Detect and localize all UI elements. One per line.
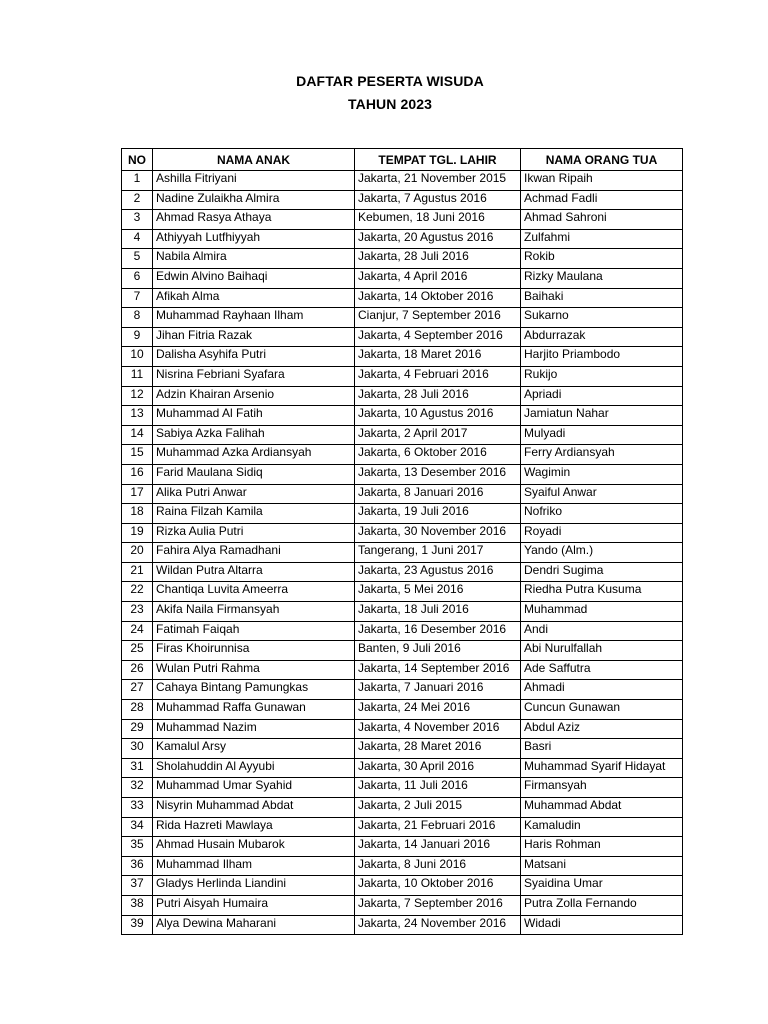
cell-no: 35 [122, 837, 153, 857]
cell-no: 12 [122, 386, 153, 406]
cell-no: 24 [122, 621, 153, 641]
document-subtitle: TAHUN 2023 [348, 96, 432, 112]
cell-no: 29 [122, 719, 153, 739]
table-row [122, 171, 683, 191]
cell-no: 13 [122, 406, 153, 426]
cell-no: 11 [122, 366, 153, 386]
table-row [122, 660, 683, 680]
table-row [122, 915, 683, 935]
cell-no: 32 [122, 778, 153, 798]
table-row [122, 758, 683, 778]
cell-nama-orang-tua: Ikwan Ripaih [521, 171, 683, 191]
cell-tempat-tgl-lahir: Jakarta, 14 September 2016 [355, 660, 521, 680]
table-row [122, 425, 683, 445]
cell-nama-anak: Alika Putri Anwar [153, 484, 355, 504]
cell-nama-orang-tua: Yando (Alm.) [521, 543, 683, 563]
cell-no: 30 [122, 739, 153, 759]
cell-no: 2 [122, 190, 153, 210]
table-row [122, 327, 683, 347]
cell-nama-anak: Nisyrin Muhammad Abdat [153, 798, 355, 818]
cell-no: 21 [122, 562, 153, 582]
table-row [122, 308, 683, 328]
cell-no: 26 [122, 660, 153, 680]
table-row [122, 817, 683, 837]
cell-nama-orang-tua: Apriadi [521, 386, 683, 406]
cell-nama-anak: Muhammad Raffa Gunawan [153, 700, 355, 720]
cell-nama-anak: Dalisha Asyhifa Putri [153, 347, 355, 367]
cell-tempat-tgl-lahir: Jakarta, 7 Januari 2016 [355, 680, 521, 700]
table-row [122, 210, 683, 230]
table-row [122, 288, 683, 308]
table-row [122, 582, 683, 602]
table-row [122, 876, 683, 896]
cell-no: 10 [122, 347, 153, 367]
cell-nama-orang-tua: Syaidina Umar [521, 876, 683, 896]
cell-nama-orang-tua: Nofriko [521, 504, 683, 524]
document-header [0, 70, 768, 116]
cell-nama-anak: Muhammad Azka Ardiansyah [153, 445, 355, 465]
cell-tempat-tgl-lahir: Jakarta, 30 November 2016 [355, 523, 521, 543]
table-body [122, 171, 683, 935]
cell-tempat-tgl-lahir: Banten, 9 Juli 2016 [355, 641, 521, 661]
cell-nama-anak: Muhammad Ilham [153, 856, 355, 876]
table-row [122, 700, 683, 720]
table-row [122, 190, 683, 210]
cell-nama-anak: Wildan Putra Altarra [153, 562, 355, 582]
cell-tempat-tgl-lahir: Jakarta, 28 Juli 2016 [355, 386, 521, 406]
cell-no: 16 [122, 464, 153, 484]
table-row [122, 523, 683, 543]
cell-no: 23 [122, 602, 153, 622]
cell-nama-anak: Muhammad Nazim [153, 719, 355, 739]
cell-tempat-tgl-lahir: Jakarta, 18 Juli 2016 [355, 602, 521, 622]
table-row [122, 268, 683, 288]
cell-tempat-tgl-lahir: Jakarta, 10 Agustus 2016 [355, 406, 521, 426]
cell-nama-orang-tua: Wagimin [521, 464, 683, 484]
cell-tempat-tgl-lahir: Jakarta, 28 Maret 2016 [355, 739, 521, 759]
cell-tempat-tgl-lahir: Jakarta, 4 April 2016 [355, 268, 521, 288]
participants-table [121, 148, 683, 935]
cell-nama-anak: Akifa Naila Firmansyah [153, 602, 355, 622]
table-row [122, 641, 683, 661]
table-row [122, 798, 683, 818]
cell-tempat-tgl-lahir: Jakarta, 11 Juli 2016 [355, 778, 521, 798]
cell-no: 5 [122, 249, 153, 269]
cell-tempat-tgl-lahir: Jakarta, 4 Februari 2016 [355, 366, 521, 386]
table-row [122, 856, 683, 876]
cell-nama-orang-tua: Firmansyah [521, 778, 683, 798]
cell-nama-orang-tua: Muhammad Abdat [521, 798, 683, 818]
cell-nama-orang-tua: Haris Rohman [521, 837, 683, 857]
table-row [122, 366, 683, 386]
cell-nama-orang-tua: Syaiful Anwar [521, 484, 683, 504]
cell-tempat-tgl-lahir: Jakarta, 30 April 2016 [355, 758, 521, 778]
table-header-row [122, 149, 683, 171]
cell-nama-orang-tua: Rukijo [521, 366, 683, 386]
cell-no: 27 [122, 680, 153, 700]
cell-nama-anak: Fahira Alya Ramadhani [153, 543, 355, 563]
cell-no: 8 [122, 308, 153, 328]
cell-nama-orang-tua: Andi [521, 621, 683, 641]
cell-nama-orang-tua: Ahmad Sahroni [521, 210, 683, 230]
table-row [122, 464, 683, 484]
cell-nama-orang-tua: Riedha Putra Kusuma [521, 582, 683, 602]
cell-nama-anak: Chantiqa Luvita Ameerra [153, 582, 355, 602]
cell-nama-anak: Kamalul Arsy [153, 739, 355, 759]
cell-nama-orang-tua: Kamaludin [521, 817, 683, 837]
cell-tempat-tgl-lahir: Jakarta, 21 November 2015 [355, 171, 521, 191]
cell-tempat-tgl-lahir: Jakarta, 2 April 2017 [355, 425, 521, 445]
cell-nama-anak: Adzin Khairan Arsenio [153, 386, 355, 406]
cell-tempat-tgl-lahir: Jakarta, 4 September 2016 [355, 327, 521, 347]
cell-no: 19 [122, 523, 153, 543]
cell-tempat-tgl-lahir: Cianjur, 7 September 2016 [355, 308, 521, 328]
cell-nama-orang-tua: Mulyadi [521, 425, 683, 445]
cell-tempat-tgl-lahir: Jakarta, 18 Maret 2016 [355, 347, 521, 367]
cell-tempat-tgl-lahir: Tangerang, 1 Juni 2017 [355, 543, 521, 563]
cell-no: 20 [122, 543, 153, 563]
table-row [122, 621, 683, 641]
cell-nama-anak: Afikah Alma [153, 288, 355, 308]
cell-tempat-tgl-lahir: Jakarta, 8 Juni 2016 [355, 856, 521, 876]
cell-nama-anak: Fatimah Faiqah [153, 621, 355, 641]
cell-tempat-tgl-lahir: Jakarta, 23 Agustus 2016 [355, 562, 521, 582]
cell-tempat-tgl-lahir: Jakarta, 14 Oktober 2016 [355, 288, 521, 308]
cell-tempat-tgl-lahir: Jakarta, 28 Juli 2016 [355, 249, 521, 269]
cell-nama-orang-tua: Jamiatun Nahar [521, 406, 683, 426]
cell-nama-anak: Muhammad Al Fatih [153, 406, 355, 426]
cell-nama-orang-tua: Muhammad Syarif Hidayat [521, 758, 683, 778]
cell-nama-orang-tua: Rizky Maulana [521, 268, 683, 288]
cell-no: 28 [122, 700, 153, 720]
cell-tempat-tgl-lahir: Jakarta, 24 November 2016 [355, 915, 521, 935]
cell-nama-orang-tua: Sukarno [521, 308, 683, 328]
table-row [122, 543, 683, 563]
cell-nama-anak: Rizka Aulia Putri [153, 523, 355, 543]
cell-nama-anak: Sholahuddin Al Ayyubi [153, 758, 355, 778]
table-row [122, 504, 683, 524]
cell-no: 14 [122, 425, 153, 445]
cell-no: 39 [122, 915, 153, 935]
cell-tempat-tgl-lahir: Kebumen, 18 Juni 2016 [355, 210, 521, 230]
table-row [122, 602, 683, 622]
cell-nama-anak: Raina Filzah Kamila [153, 504, 355, 524]
cell-no: 33 [122, 798, 153, 818]
cell-nama-anak: Rida Hazreti Mawlaya [153, 817, 355, 837]
cell-nama-orang-tua: Ade Saffutra [521, 660, 683, 680]
cell-nama-anak: Cahaya Bintang Pamungkas [153, 680, 355, 700]
cell-no: 15 [122, 445, 153, 465]
cell-tempat-tgl-lahir: Jakarta, 2 Juli 2015 [355, 798, 521, 818]
cell-nama-orang-tua: Widadi [521, 915, 683, 935]
cell-nama-anak: Ahmad Rasya Athaya [153, 210, 355, 230]
cell-no: 18 [122, 504, 153, 524]
cell-nama-anak: Jihan Fitria Razak [153, 327, 355, 347]
table-row [122, 229, 683, 249]
cell-no: 34 [122, 817, 153, 837]
cell-nama-orang-tua: Muhammad [521, 602, 683, 622]
cell-nama-anak: Putri Aisyah Humaira [153, 895, 355, 915]
cell-tempat-tgl-lahir: Jakarta, 7 September 2016 [355, 895, 521, 915]
cell-tempat-tgl-lahir: Jakarta, 20 Agustus 2016 [355, 229, 521, 249]
cell-no: 31 [122, 758, 153, 778]
cell-no: 37 [122, 876, 153, 896]
table-row [122, 680, 683, 700]
cell-nama-orang-tua: Achmad Fadli [521, 190, 683, 210]
cell-nama-anak: Muhammad Umar Syahid [153, 778, 355, 798]
cell-nama-anak: Edwin Alvino Baihaqi [153, 268, 355, 288]
column-header-nama-anak: NAMA ANAK [153, 149, 355, 171]
cell-nama-anak: Nabila Almira [153, 249, 355, 269]
cell-nama-orang-tua: Cuncun Gunawan [521, 700, 683, 720]
cell-no: 3 [122, 210, 153, 230]
cell-nama-anak: Nisrina Febriani Syafara [153, 366, 355, 386]
cell-nama-anak: Ahmad Husain Mubarok [153, 837, 355, 857]
cell-nama-anak: Sabiya Azka Falihah [153, 425, 355, 445]
table-row [122, 562, 683, 582]
cell-nama-anak: Athiyyah Lutfhiyyah [153, 229, 355, 249]
cell-nama-anak: Firas Khoirunnisa [153, 641, 355, 661]
cell-no: 7 [122, 288, 153, 308]
cell-nama-anak: Muhammad Rayhaan Ilham [153, 308, 355, 328]
table-row [122, 249, 683, 269]
cell-tempat-tgl-lahir: Jakarta, 13 Desember 2016 [355, 464, 521, 484]
cell-nama-orang-tua: Abdurrazak [521, 327, 683, 347]
cell-nama-orang-tua: Putra Zolla Fernando [521, 895, 683, 915]
table-row [122, 837, 683, 857]
table-row [122, 347, 683, 367]
cell-tempat-tgl-lahir: Jakarta, 5 Mei 2016 [355, 582, 521, 602]
column-header-no: NO [122, 149, 153, 171]
cell-nama-orang-tua: Abdul Aziz [521, 719, 683, 739]
document-title: DAFTAR PESERTA WISUDA [296, 73, 484, 89]
table-row [122, 719, 683, 739]
cell-nama-orang-tua: Royadi [521, 523, 683, 543]
table-row [122, 386, 683, 406]
cell-no: 22 [122, 582, 153, 602]
cell-tempat-tgl-lahir: Jakarta, 4 November 2016 [355, 719, 521, 739]
cell-nama-anak: Nadine Zulaikha Almira [153, 190, 355, 210]
table-row [122, 445, 683, 465]
cell-tempat-tgl-lahir: Jakarta, 24 Mei 2016 [355, 700, 521, 720]
cell-tempat-tgl-lahir: Jakarta, 19 Juli 2016 [355, 504, 521, 524]
cell-nama-anak: Farid Maulana Sidiq [153, 464, 355, 484]
cell-nama-orang-tua: Baihaki [521, 288, 683, 308]
cell-no: 9 [122, 327, 153, 347]
column-header-nama-orang-tua: NAMA ORANG TUA [521, 149, 683, 171]
cell-tempat-tgl-lahir: Jakarta, 21 Februari 2016 [355, 817, 521, 837]
table-row [122, 484, 683, 504]
cell-tempat-tgl-lahir: Jakarta, 8 Januari 2016 [355, 484, 521, 504]
cell-no: 36 [122, 856, 153, 876]
cell-nama-anak: Ashilla Fitriyani [153, 171, 355, 191]
table-row [122, 778, 683, 798]
cell-no: 4 [122, 229, 153, 249]
cell-nama-anak: Alya Dewina Maharani [153, 915, 355, 935]
cell-no: 25 [122, 641, 153, 661]
cell-nama-anak: Wulan Putri Rahma [153, 660, 355, 680]
cell-no: 17 [122, 484, 153, 504]
cell-nama-orang-tua: Basri [521, 739, 683, 759]
cell-nama-orang-tua: Zulfahmi [521, 229, 683, 249]
column-header-tempat-tgl-lahir: TEMPAT TGL. LAHIR [355, 149, 521, 171]
cell-nama-orang-tua: Harjito Priambodo [521, 347, 683, 367]
table-row [122, 895, 683, 915]
cell-nama-anak: Gladys Herlinda Liandini [153, 876, 355, 896]
cell-no: 38 [122, 895, 153, 915]
cell-nama-orang-tua: Ahmadi [521, 680, 683, 700]
cell-no: 6 [122, 268, 153, 288]
cell-no: 1 [122, 171, 153, 191]
cell-nama-orang-tua: Matsani [521, 856, 683, 876]
table-row [122, 406, 683, 426]
cell-nama-orang-tua: Abi Nurulfallah [521, 641, 683, 661]
table-row [122, 739, 683, 759]
cell-tempat-tgl-lahir: Jakarta, 14 Januari 2016 [355, 837, 521, 857]
cell-nama-orang-tua: Rokib [521, 249, 683, 269]
cell-tempat-tgl-lahir: Jakarta, 6 Oktober 2016 [355, 445, 521, 465]
cell-nama-orang-tua: Ferry Ardiansyah [521, 445, 683, 465]
cell-tempat-tgl-lahir: Jakarta, 10 Oktober 2016 [355, 876, 521, 896]
cell-tempat-tgl-lahir: Jakarta, 7 Agustus 2016 [355, 190, 521, 210]
cell-tempat-tgl-lahir: Jakarta, 16 Desember 2016 [355, 621, 521, 641]
cell-nama-orang-tua: Dendri Sugima [521, 562, 683, 582]
